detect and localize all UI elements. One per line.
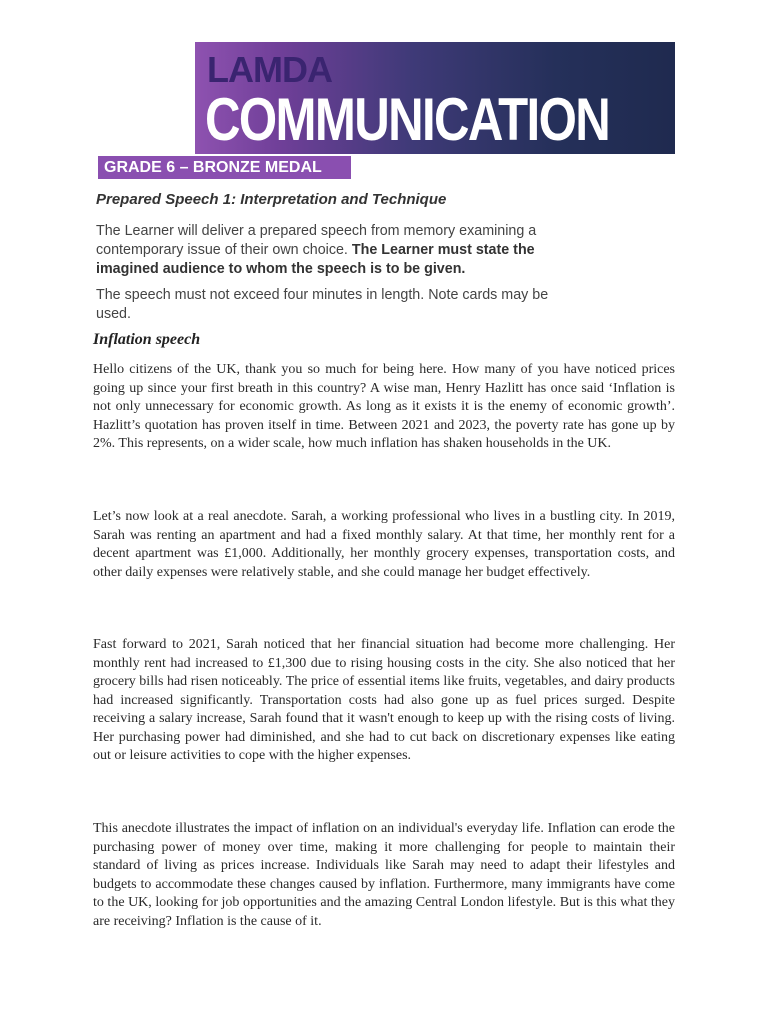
speech-title: Inflation speech <box>93 331 201 348</box>
instructions-bold-text: The Learner must state the imagined audience to whom the speech is to be given. <box>96 242 535 277</box>
speech-paragraph-4: This anecdote illustrates the impact of inflation on an individual's everyday life. Inflation can erode the purchasing power of money over time, making it more challenging for people to maintain their standard of living as prices increase. Individuals like Sarah may need to adapt their lifestyles and budgets to accommodate these changes caused by inflation. Furthermore, many immigrants have come to the UK, looking for job opportunities and the amazing Central London lifestyle. But is this what they are receiving? Inflation is the cause of it. <box>93 821 675 929</box>
header-banner <box>195 42 675 154</box>
instructions-text: The Learner will deliver a prepared speech from memory examining a contemporary issue of their own choice. <box>96 223 537 258</box>
speech-paragraph-2: Let’s now look at a real anecdote. Sarah, a working professional who lives in a bustling city. In 2019, Sarah was renting an apartment and had a fixed monthly salary. At that time, her monthly rent for a decent apartment was £1,000. Additionally, her monthly grocery expenses, transportation costs, and other daily expenses were relatively stable, and she could manage her budget effectively. <box>93 509 675 580</box>
speech-paragraph-1: Hello citizens of the UK, thank you so much for being here. How many of you have noticed prices going up since your first breath in this country? A wise man, Henry Hazlitt has once said ‘Inflation is not only unnecessary for economic growth. As long as it exists it is the enemy of economic growth’. Hazlitt’s quotation has proven itself in time. Between 2021 and 2023, the poverty rate has gone up by 2%. This represents, on a wider scale, how much inflation has shaken households in the UK. <box>93 362 675 451</box>
speech-paragraph-3: Fast forward to 2021, Sarah noticed that her financial situation had become more challenging. Her monthly rent had increased to £1,300 due to rising housing costs in the city. She also noticed that her grocery bills had risen noticeably. The price of essential items like fruits, vegetables, and dairy products had increased significantly. Transportation costs had also gone up as fuel prices surged. Despite receiving a salary increase, Sarah found that it wasn't enough to keep up with the rising costs of living. Her purchasing power had diminished, and she had to cut back on discretionary expenses like eating out or leisure activities to cope with the higher expenses. <box>93 637 675 763</box>
instructions-paragraph <box>96 222 566 279</box>
prepared-speech-heading: Prepared Speech 1: Interpretation and Technique <box>96 191 447 208</box>
banner-lamda-text: LAMDA <box>207 49 332 90</box>
banner-communication-text: COMMUNICATION <box>205 86 610 153</box>
grade-label: GRADE 6 – BRONZE MEDAL <box>98 156 351 179</box>
time-limit-paragraph: The speech must not exceed four minutes in length. Note cards may be used. <box>96 287 549 322</box>
